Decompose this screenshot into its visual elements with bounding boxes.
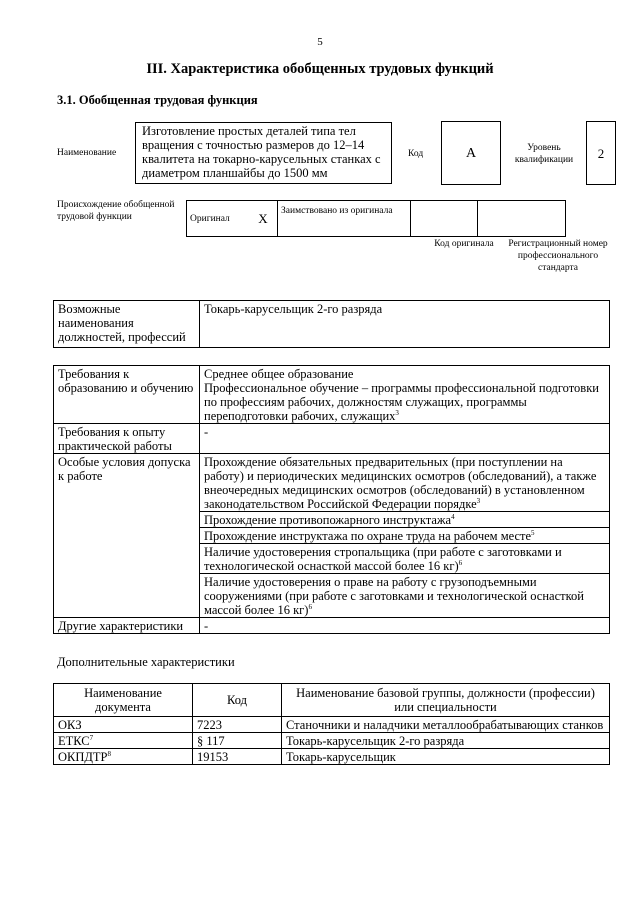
table-row bbox=[54, 749, 610, 765]
education-line-2 bbox=[204, 381, 605, 423]
condition-1-text: Прохождение обязательных предварительных (при поступлении на работу) и периодических медицинских осмотров (обследований), а также внеочередных медицинских осмотров (обследований) в установленном законодательством Российской Федерации порядке bbox=[204, 455, 597, 511]
positions-value: Токарь-карусельщик 2-го разряда bbox=[200, 301, 610, 348]
registration-number-cell bbox=[478, 201, 566, 237]
origin-table bbox=[186, 200, 566, 237]
requirements-table bbox=[53, 365, 610, 634]
borrowed-label: Заимствовано из оригинала bbox=[278, 201, 411, 237]
col-code-header: Код bbox=[193, 684, 282, 717]
col-doc-header: Наименование документа bbox=[54, 684, 193, 717]
condition-2 bbox=[200, 512, 610, 528]
row-2-doc-text: ЕТКС bbox=[58, 734, 90, 748]
page-number: 5 bbox=[317, 36, 323, 48]
extra-heading: Дополнительные характеристики bbox=[57, 655, 235, 669]
other-label: Другие характеристики bbox=[54, 618, 200, 634]
original-code-caption: Код оригинала bbox=[434, 239, 494, 249]
condition-1-footnote: 3 bbox=[476, 496, 481, 505]
original-code-cell bbox=[411, 201, 478, 237]
row-1-name: Станочники и наладчики металлообрабатывающих станков bbox=[282, 717, 610, 733]
row-2-name: Токарь-карусельщик 2-го разряда bbox=[282, 733, 610, 749]
condition-2-text: Прохождение противопожарного инструктажа bbox=[204, 513, 452, 527]
row-3-doc bbox=[54, 749, 193, 765]
row-2-code: § 117 bbox=[193, 733, 282, 749]
condition-3-footnote: 5 bbox=[531, 528, 535, 537]
condition-4-text: Наличие удостоверения стропальщика (при работе с заготовками и технологической оснасткой массой более 16 кг) bbox=[204, 545, 562, 573]
conditions-label: Особые условия допуска к работе bbox=[54, 454, 200, 618]
qualification-level-label: Уровень квалификации bbox=[514, 143, 574, 165]
row-2-doc-footnote: 7 bbox=[89, 733, 94, 742]
qualification-level-box: 2 bbox=[586, 121, 616, 185]
name-label: Наименование bbox=[57, 148, 117, 158]
positions-label: Возможные наименования должностей, профессий bbox=[54, 301, 200, 348]
education-value bbox=[200, 366, 610, 424]
code-value-box: A bbox=[441, 121, 501, 185]
row-1-doc bbox=[54, 717, 193, 733]
condition-5-text: Наличие удостоверения о праве на работу с грузоподъемными сооружениями (при работе с заготовками и технологической оснасткой массой более 16 кг) bbox=[204, 575, 584, 617]
condition-4-footnote: 6 bbox=[458, 558, 463, 567]
code-label: Код bbox=[408, 149, 424, 159]
condition-5-footnote: 6 bbox=[308, 602, 312, 611]
section-title: III. Характеристика обобщенных трудовых функций bbox=[146, 61, 494, 77]
experience-value: - bbox=[200, 424, 610, 454]
other-value: - bbox=[200, 618, 610, 634]
original-label: Оригинал bbox=[187, 201, 249, 237]
table-row bbox=[54, 717, 610, 733]
education-label: Требования к образованию и обучению bbox=[54, 366, 200, 424]
condition-3 bbox=[200, 528, 610, 544]
row-1-doc-text: ОКЗ bbox=[58, 718, 82, 732]
education-line-2-text: Профессиональное обучение – программы профессиональной подготовки по профессиям рабочих, должностям служащих, программы переподготовки рабочих, служащих bbox=[204, 381, 599, 423]
row-3-name: Токарь-карусельщик bbox=[282, 749, 610, 765]
positions-table bbox=[53, 300, 610, 348]
education-line-1: Среднее общее образование bbox=[204, 367, 354, 381]
row-3-doc-text: ОКПДТР bbox=[58, 750, 108, 764]
subsection-title: 3.1. Обобщенная трудовая функция bbox=[57, 93, 258, 107]
table-row bbox=[54, 733, 610, 749]
condition-3-text: Прохождение инструктажа по охране труда на рабочем месте bbox=[204, 529, 532, 543]
origin-label: Происхождение обобщенной трудовой функции bbox=[57, 200, 175, 222]
row-1-code: 7223 bbox=[193, 717, 282, 733]
row-3-doc-footnote: 8 bbox=[107, 749, 112, 758]
original-mark: X bbox=[249, 201, 278, 237]
function-name-box: Изготовление простых деталей типа тел вращения с точностью размеров до 12–14 квалитета на токарно-карусельных станках с диаметром планшайбы до 1500 мм bbox=[135, 122, 392, 184]
registration-number-caption: Регистрационный номер профессионального стандарта bbox=[508, 239, 608, 273]
condition-5 bbox=[200, 574, 610, 618]
row-3-code: 19153 bbox=[193, 749, 282, 765]
condition-4 bbox=[200, 544, 610, 574]
condition-2-footnote: 4 bbox=[451, 512, 455, 521]
extra-table bbox=[53, 683, 610, 765]
col-name-header: Наименование базовой группы, должности (профессии) или специальности bbox=[282, 684, 610, 717]
education-footnote: 3 bbox=[395, 408, 399, 417]
experience-label: Требования к опыту практической работы bbox=[54, 424, 200, 454]
condition-1 bbox=[200, 454, 610, 512]
row-2-doc bbox=[54, 733, 193, 749]
